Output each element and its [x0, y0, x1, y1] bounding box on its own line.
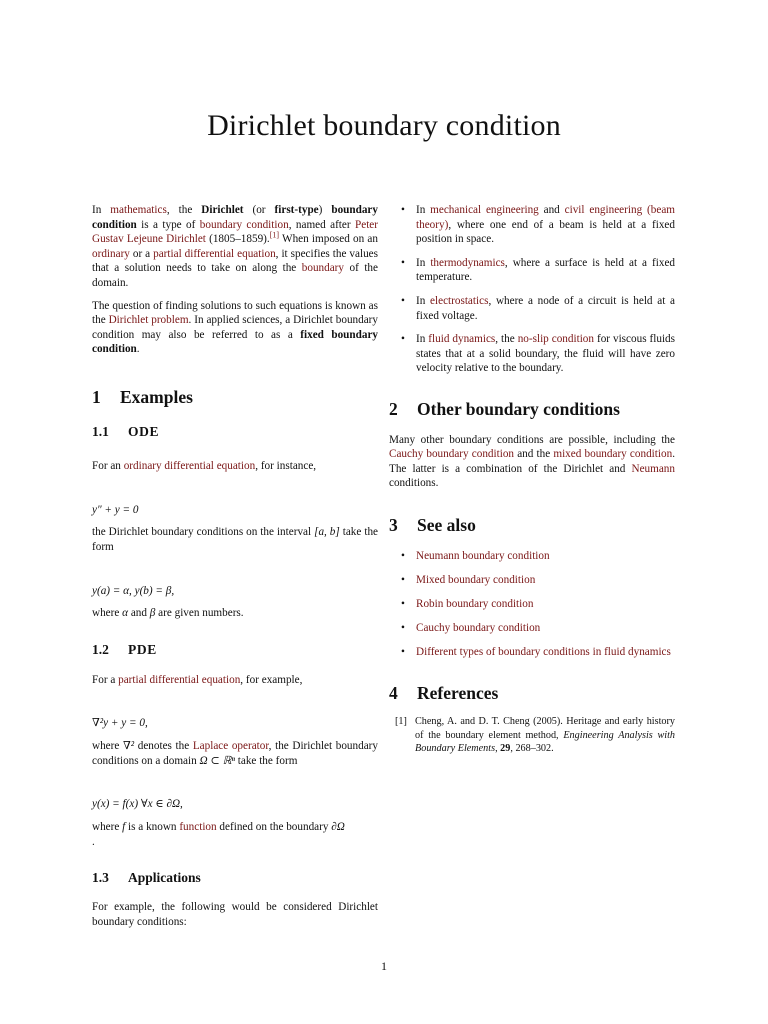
list-item: • In fluid dynamics, the no-slip condition for viscous fluids states that at a solid boundary, the fluid will have zero velocity relative to the boundary. [389, 332, 675, 376]
subsection-heading-pde: 1.2 PDE [92, 641, 157, 657]
link-function[interactable]: function [179, 821, 217, 834]
subsection-heading-ode: 1.1 ODE [92, 423, 160, 439]
equation-ode: y″ + y = 0 [92, 503, 139, 516]
list-item: • In mechanical engineering and civil engineering (beam theory), where one end of a beam is held at a fixed position in space. [389, 203, 675, 247]
link-mixed-bc[interactable]: mixed boundary condition [553, 448, 673, 461]
link-no-slip-condition[interactable]: no-slip condition [517, 333, 594, 346]
link-thermodynamics[interactable]: thermodynamics [430, 256, 505, 269]
list-item [389, 645, 675, 660]
subsection-heading-applications: 1.3 Applications [92, 870, 201, 886]
link-mechanical-engineering[interactable]: mechanical engineering [430, 204, 539, 216]
link-see-also-robin[interactable]: Robin boundary condition [416, 597, 534, 610]
pde-paragraph-1: For a partial differential equation, for example, [92, 674, 303, 687]
other-bc-paragraph: Many other boundary conditions are possible, including the Cauchy boundary condition and the mixed boundary condition. The latter is a combination of the Dirichlet and Neumann conditions. [389, 433, 675, 490]
link-peter-dirichlet[interactable]: Peter Gustav Lejeune Dirichlet [92, 218, 379, 246]
reference-1: [1] Cheng, A. and D. T. Cheng (2005). Heritage and early history of the boundary element method, Engineering Analysis with Boundary Elements, 29, 268–302. [395, 716, 676, 755]
link-ordinary[interactable]: ordinary [92, 247, 130, 260]
list-item [389, 597, 675, 612]
equation-pde-bc: y(x) = f(x) ∀x ∈ ∂Ω, [92, 797, 183, 810]
link-see-also-mixed[interactable]: Mixed boundary condition [416, 573, 536, 586]
ode-paragraph-1: For an ordinary differential equation, for instance, [92, 460, 317, 473]
link-fluid-dynamics[interactable]: fluid dynamics [428, 333, 496, 346]
section-heading-see-also: 3 See also [389, 514, 476, 535]
left-column [92, 203, 378, 929]
pde-paragraph-2: where ∇² denotes the Laplace operator, the Dirichlet boundary conditions on a domain Ω ⊂ ℝⁿ take the form [92, 740, 378, 768]
list-item: • In thermodynamics, where a surface is held at a fixed temperature. [389, 256, 675, 285]
equation-pde: ∇²y + y = 0, [92, 716, 148, 729]
page-number: 1 [381, 959, 387, 973]
list-item [389, 573, 675, 588]
link-boundary-condition[interactable]: boundary condition [199, 218, 289, 231]
link-boundary[interactable]: boundary [301, 262, 345, 275]
list-item [389, 621, 675, 636]
section-heading-references: 4 References [389, 682, 499, 703]
link-ode[interactable]: ordinary differential equation [123, 460, 256, 473]
link-cauchy-bc[interactable]: Cauchy boundary condition [389, 448, 515, 461]
page-title: Dirichlet boundary condition [207, 109, 561, 142]
link-laplace-operator[interactable]: Laplace operator [192, 740, 269, 753]
intro-paragraph-2: The question of finding solutions to such equations is known as the Dirichlet problem. In applied sciences, a Dirichlet boundary condition may also be referred to as a fixed boundary condition. [92, 299, 379, 356]
link-dirichlet-problem[interactable]: Dirichlet problem [108, 314, 189, 327]
link-see-also-fluid-dynamics[interactable]: Different types of boundary conditions in fluid dynamics [416, 646, 671, 659]
link-see-also-neumann[interactable]: Neumann boundary condition [416, 549, 550, 562]
equation-ode-bc: y(a) = α, y(b) = β, [92, 584, 175, 597]
list-item [389, 549, 675, 564]
applications-paragraph: For example, the following would be considered Dirichlet boundary conditions: [92, 901, 378, 928]
link-civil-engineering[interactable]: civil engineering [564, 204, 643, 216]
pde-paragraph-3: where f is a known function defined on the boundary ∂Ω . [92, 821, 345, 848]
ode-paragraph-2: the Dirichlet boundary conditions on the interval [a, b] take the form [92, 526, 378, 553]
list-item: • In electrostatics, where a node of a circuit is held at a fixed voltage. [389, 294, 675, 323]
citation-1[interactable]: [1] [269, 230, 280, 240]
link-neumann[interactable]: Neumann [631, 462, 675, 475]
ode-paragraph-3: where α and β are given numbers. [92, 607, 244, 620]
applications-list [389, 203, 675, 376]
link-pde[interactable]: partial differential equation [153, 247, 276, 260]
link-electrostatics[interactable]: electrostatics [430, 294, 489, 307]
section-heading-examples: 1 Examples [92, 386, 193, 407]
see-also-list [389, 549, 675, 660]
section-heading-other-boundary-conditions: 2 Other boundary conditions [389, 398, 620, 419]
link-beam-theory[interactable]: (beam theory) [416, 204, 675, 231]
link-mathematics[interactable]: mathematics [110, 204, 167, 216]
link-pde-2[interactable]: partial differential equation [118, 674, 241, 687]
right-column [389, 203, 675, 756]
link-see-also-cauchy[interactable]: Cauchy boundary condition [416, 622, 541, 635]
intro-paragraph-1: In mathematics, the Dirichlet (or first-type) boundary condition is a type of boundary condition, named after Peter Gustav Lejeune Dirichlet (1805–1859).[1] When imposed on an ordinary or a partial differential equation, it specifies the values that a solution needs to take on along the boundary of the domain. [92, 204, 379, 289]
